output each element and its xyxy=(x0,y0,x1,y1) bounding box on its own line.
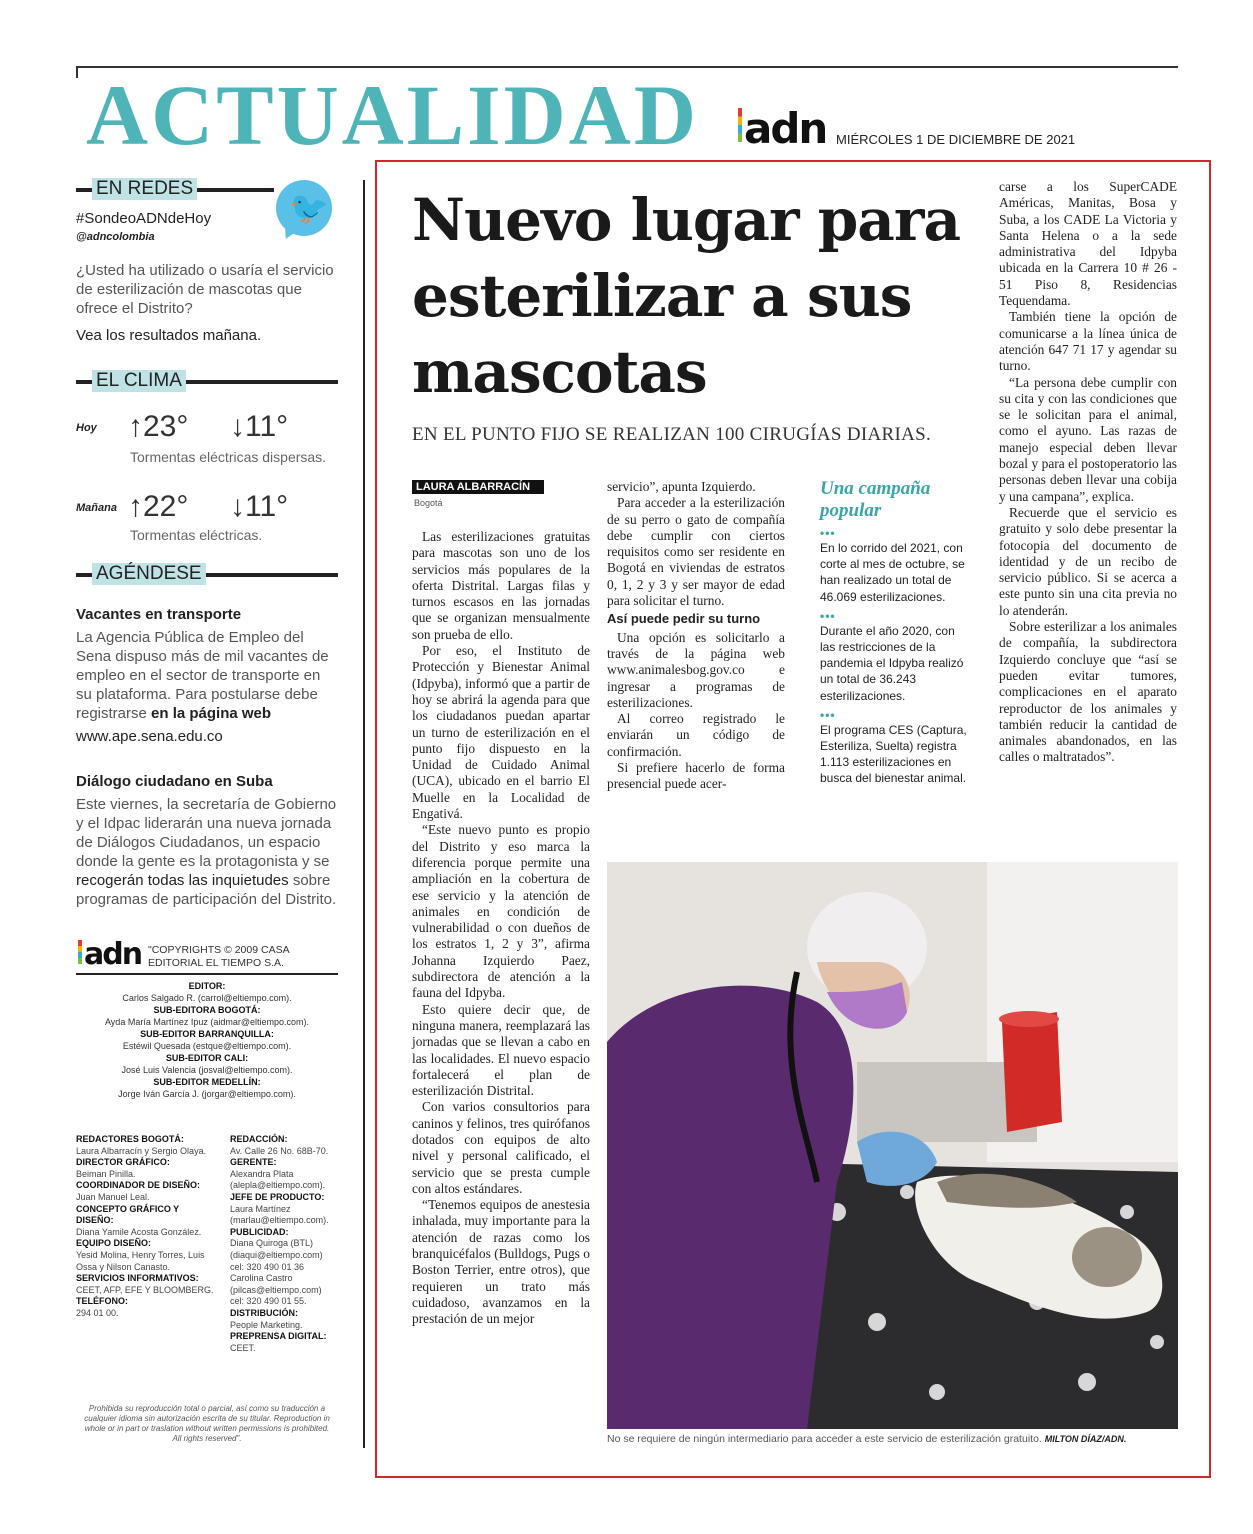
credit-name: Yesid Molina, Henry Torres, Luis Ossa y Nilson Canasto. xyxy=(76,1249,205,1272)
article-column-2 xyxy=(607,479,785,793)
clima-manana-label: Mañana xyxy=(76,502,117,514)
article-paragraph: Las esterilizaciones gratuitas para mascotas son uno de los servicios más populares de la oferta Distrital. Largas filas y turnos escasos en las jornadas que se organizan mensualmente son prueba de ello. xyxy=(412,529,590,642)
clima-hoy-cond: Tormentas eléctricas dispersas. xyxy=(130,449,327,465)
clima-hoy-max: ↑23° xyxy=(128,410,189,443)
credit-name: José Luis Valencia (josval@eltiempo.com). xyxy=(121,1065,293,1075)
redes-result: Vea los resultados mañana. xyxy=(76,327,262,344)
credit-role: SUB-EDITORA BOGOTÁ: xyxy=(153,1005,261,1015)
photo-sharps-container xyxy=(1002,1012,1062,1132)
campaign-box-title: Una campaña popular xyxy=(820,478,931,521)
article-paragraph: Con varios consultorios para caninos y felinos, tres quirófanos dotados con equipos de alto nivel y personal calificado, el servicio que se presta cumple con altos estándares. xyxy=(412,1099,590,1196)
credit-role: SUB-EDITOR BARRANQUILLA: xyxy=(140,1029,274,1039)
photo-cat-head xyxy=(1072,1227,1142,1287)
credit-role: JEFE DE PRODUCTO: xyxy=(230,1191,325,1202)
bird-icon: 🐦 xyxy=(289,190,329,226)
agenda-item1-link-lead: en la página web xyxy=(151,705,272,722)
photo-caption xyxy=(607,1433,1178,1445)
article-paragraph: Si prefiere hacerlo de forma presencial puede acer- xyxy=(607,760,785,792)
credit-role: DISTRIBUCIÓN: xyxy=(230,1307,298,1318)
legal-notice: Prohibida su reproducción total o parcial, así como su traducción a cualquier idioma sin autorización escrita de su titular. Reproduction in whole or in part or traslation without written permissions is prohibited. All rights reserved". xyxy=(84,1404,330,1443)
redes-question: ¿Usted ha utilizado o usaría el servicio de esterilización de mascotas que ofrece el Distrito? xyxy=(76,262,334,317)
credit-role: DIRECTOR GRÁFICO: xyxy=(76,1157,170,1168)
article-paragraph: Para acceder a la esterilización de su perro o gato de compañía debe cumplir con ciertos requisitos como ser residente en Bogotá en viviendas de estratos 0, 1, 2 y 3 y ser mayor de edad para solicitar el turno. xyxy=(607,495,785,609)
column-2-top xyxy=(607,479,785,609)
issue-date: MIÉRCOLES 1 DE DICIEMBRE DE 2021 xyxy=(836,132,1076,147)
credit-name: Diana Yamile Acosta González. xyxy=(76,1226,202,1237)
clima-tag-row xyxy=(76,370,338,392)
credit-role: SERVICIOS INFORMATIVOS: xyxy=(76,1273,199,1284)
credit-role: TELÉFONO: xyxy=(76,1296,128,1307)
credit-name: 294 01 00. xyxy=(76,1307,119,1318)
footer-logo-text: adn xyxy=(84,937,142,972)
copyright-divider xyxy=(76,973,338,975)
credit-role: REDACTORES BOGOTÁ: xyxy=(76,1134,184,1144)
brand-logo-bar xyxy=(738,108,742,142)
box-bullet-dots: ••• xyxy=(820,608,836,623)
agenda-item2-tail: sobre programas de participación del Distrito. xyxy=(76,872,337,908)
clima-manana-min: ↓11° xyxy=(230,490,289,523)
credit-role: PREPRENSA DIGITAL: xyxy=(230,1331,327,1342)
clima-hoy-min: ↓11° xyxy=(230,410,289,443)
agenda-item2-bold: recogerán todas las inquietudes xyxy=(76,872,289,889)
clima-manana-max: ↑22° xyxy=(128,490,189,523)
article-paragraph: Al correo registrado le enviarán un código de confirmación. xyxy=(607,711,785,759)
article-paragraph: servicio”, apunta Izquierdo. xyxy=(607,479,756,494)
box-item: En lo corrido del 2021, con corte al mes de octubre, se han realizado un total de 46.069 esterilizaciones. xyxy=(820,541,965,604)
clima-hoy-label: Hoy xyxy=(76,422,97,434)
article-column-1 xyxy=(412,529,590,1328)
article-column-4 xyxy=(999,179,1177,766)
credit-name: Estéwil Quesada (estque@eltiempo.com). xyxy=(122,1041,292,1051)
credit-role: GERENTE: xyxy=(230,1157,277,1168)
box-item: El programa CES (Captura, Esteriliza, Suelta) registra 1.113 esterilizaciones en busca del bienestar animal. xyxy=(820,722,967,786)
redes-hashtag: #SondeoADNdeHoy xyxy=(76,210,212,227)
article-photo xyxy=(607,862,1178,1429)
article-subhead: EN EL PUNTO FIJO SE REALIZAN 100 CIRUGÍAS DIARIAS. xyxy=(412,424,932,445)
footer-logo xyxy=(78,937,142,972)
article-paragraph: “Tenemos equipos de anestesia inhalada, muy importante para la atención de razas como los branquicéfalos (Bulldogs, Pugs o Boston Terrier, entre otros), que requieren un trato más cuidadoso, avanzamos en la prestación de un mejor xyxy=(412,1197,590,1327)
article-paragraph: Sobre esterilizar a los animales de compañía, la subdirectora Izquierdo concluye que “así se pueden evitar tumores, complicaciones en el aparato reproductor de los animales y también reducir la cantidad de animales abandonados, en las calles o maltratados”. xyxy=(999,619,1177,765)
agenda-item1-link[interactable]: www.ape.sena.edu.co xyxy=(76,728,223,745)
box-bullet-dots: ••• xyxy=(820,526,836,540)
credit-name: Diana Quiroga (BTL) (diaqui@eltiempo.com) cel: 320 490 01 36 Carolina Castro (pilcas@eltiempo.com) cel: 320 490 01 55. xyxy=(230,1238,323,1307)
article-paragraph: Esto quiere decir que, de ninguna manera, reemplazará las jornadas que se llevan a cabo en las localidades. El nuevo espacio fortalecerá el plan de esterilización Distrital. xyxy=(412,1001,590,1099)
agenda-item1-title: Vacantes en transporte xyxy=(76,606,242,623)
agenda-item1-text xyxy=(76,628,338,723)
credit-role: COORDINADOR DE DISEÑO: xyxy=(76,1180,201,1191)
copyright-text: "COPYRIGHTS © 2009 CASA EDITORIAL EL TIEMPO S.A. xyxy=(148,944,290,969)
article-paragraph: carse a los SuperCADE Américas, Manitas, Bosa y Suba, a los CADE La Victoria y Santa Helena o a la sede administrativa del Idpyba ubicada en la Carrera 10 # 26 - 51 Piso 8, Residencias Tequendama. xyxy=(999,179,1177,309)
photo-credit: MILTON DÍAZ/ADN. xyxy=(1044,1434,1127,1444)
credit-name: Carlos Salgado R. (carrol@eltiempo.com). xyxy=(122,993,292,1003)
credit-name: Laura Albarracín y Sergio Olaya. xyxy=(76,1145,207,1156)
agenda-item1-body: La Agencia Pública de Empleo del Sena dispuso más de mil vacantes de empleo en el sector de transporte en su plataforma. Para postularse debe registrarse xyxy=(76,629,329,722)
campaign-box xyxy=(820,478,968,793)
credit-name: CEET. xyxy=(230,1342,256,1353)
credit-name: Juan Manuel Leal. xyxy=(76,1191,150,1202)
photo-container-lid xyxy=(999,1011,1059,1027)
credit-role: SUB-EDITOR MEDELLÍN: xyxy=(153,1077,261,1087)
clima-manana-cond: Tormentas eléctricas. xyxy=(130,527,263,543)
article-author: LAURA ALBARRACÍN xyxy=(412,480,544,494)
credit-name: Laura Martínez (marlau@eltiempo.com). xyxy=(230,1203,329,1226)
article-headline: Nuevo lugar para esterilizar a sus mascotas xyxy=(412,186,961,406)
clima-tag: EL CLIMA xyxy=(92,370,186,392)
article-subheading: Así puede pedir su turno xyxy=(607,611,761,627)
column-2-bottom xyxy=(607,630,785,793)
editor-credits xyxy=(76,980,338,1100)
brand-logo xyxy=(738,104,827,153)
credit-name: People Marketing. xyxy=(230,1319,303,1330)
photo-caption-text: No se requiere de ningún intermediario para acceder a este servicio de esterilización gratuito. xyxy=(607,1433,1042,1445)
agenda-item2-body: Este viernes, la secretaría de Gobierno y el Idpac liderarán una nueva jornada de Diálogos Ciudadanos, un espacio donde la gente es la protagonista y se xyxy=(76,796,337,870)
article-paragraph: “La persona debe cumplir con su cita y con las condiciones que se le solicitan para el animal, como el ayuno. Las razas de manejo especial deben llevar bozal y para el postoperatorio las personas deben llevar una cobija y una campana”, explica. xyxy=(999,374,1177,504)
redes-handle: @adncolombia xyxy=(76,231,155,243)
staff-right xyxy=(230,1134,338,1354)
credit-role: REDACCIÓN: xyxy=(230,1134,288,1144)
footer-logo-bar xyxy=(78,940,82,964)
article-paragraph: Por eso, el Instituto de Protección y Bienestar Animal (Idpyba), informó que a partir de hoy se abrirá la agenda para que los ciudadanos puedan apartar un turno de esterilización en el punto fijo dispuesto en la Unidad de Cuidado Animal (UCA), ubicado en el barrio El Muelle en la Localidad de Engativá. xyxy=(412,643,590,822)
credit-name: CEET, AFP, EFE Y BLOOMBERG. xyxy=(76,1284,214,1295)
credit-name: Ayda María Martínez Ipuz (aidmar@eltiempo.com). xyxy=(104,1017,310,1027)
article-paragraph: Una opción es solicitarlo a través de la página web www.animalesbog.gov.co e ingresar a programas de esterilizaciones. xyxy=(607,629,785,710)
header-rule-tick xyxy=(76,66,78,78)
agenda-tag: AGÉNDESE xyxy=(92,563,206,585)
box-item: Durante el año 2020, con las restricciones de la pandemia el Idpyba realizó un total de 36.243 esterilizaciones. xyxy=(820,623,964,703)
staff-left xyxy=(76,1134,216,1320)
credit-name: Av. Calle 26 No. 68B-70. xyxy=(230,1145,329,1156)
credit-role: EDITOR: xyxy=(188,981,226,991)
agenda-item2-text xyxy=(76,795,340,909)
credit-role: EQUIPO DISEÑO: xyxy=(76,1238,152,1249)
agenda-tag-row xyxy=(76,563,338,585)
article-location: Bogotá xyxy=(414,498,443,508)
credit-role: PUBLICIDAD: xyxy=(230,1226,289,1237)
credit-role: SUB-EDITOR CALI: xyxy=(165,1053,249,1063)
brand-logo-text: adn xyxy=(744,104,827,153)
article-paragraph: “Este nuevo punto es propio del Distrito y eso marca la diferencia porque permite una ampliación en la cobertura de ese servicio y la atención de animales en condición de vulnerabilidad o con dueños de los estratos 1, 2 y 3”, afirma Johanna Izquierdo Paez, subdirectora de atención a la fauna del Idpyba. xyxy=(412,822,590,1001)
credit-name: Beiman Pinilla. xyxy=(76,1168,136,1179)
article-paragraph: También tiene la opción de comunicarse a la línea única de atención 647 71 17 y agendar su turno. xyxy=(999,309,1177,374)
credit-name: Alexandra Plata (alepla@eltiempo.com). xyxy=(230,1168,326,1191)
campaign-box-items xyxy=(820,528,968,787)
article-paragraph: Recuerde que el servicio es gratuito y solo debe presentar la fotocopia del documento de identidad y de un recibo de servicio público. Si se acerca a este punto sin una cita previa no lo atenderán. xyxy=(999,504,1177,618)
credit-name: Jorge Iván García J. (jorgar@eltiempo.com). xyxy=(118,1089,296,1099)
agenda-item2-title: Diálogo ciudadano en Suba xyxy=(76,773,273,790)
section-title: ACTUALIDAD xyxy=(86,67,699,163)
box-bullet-dots: ••• xyxy=(820,707,836,722)
column-rule xyxy=(363,180,365,1448)
redes-tag: EN REDES xyxy=(92,178,197,200)
credit-role: CONCEPTO GRÁFICO Y DISEÑO: xyxy=(76,1203,180,1226)
